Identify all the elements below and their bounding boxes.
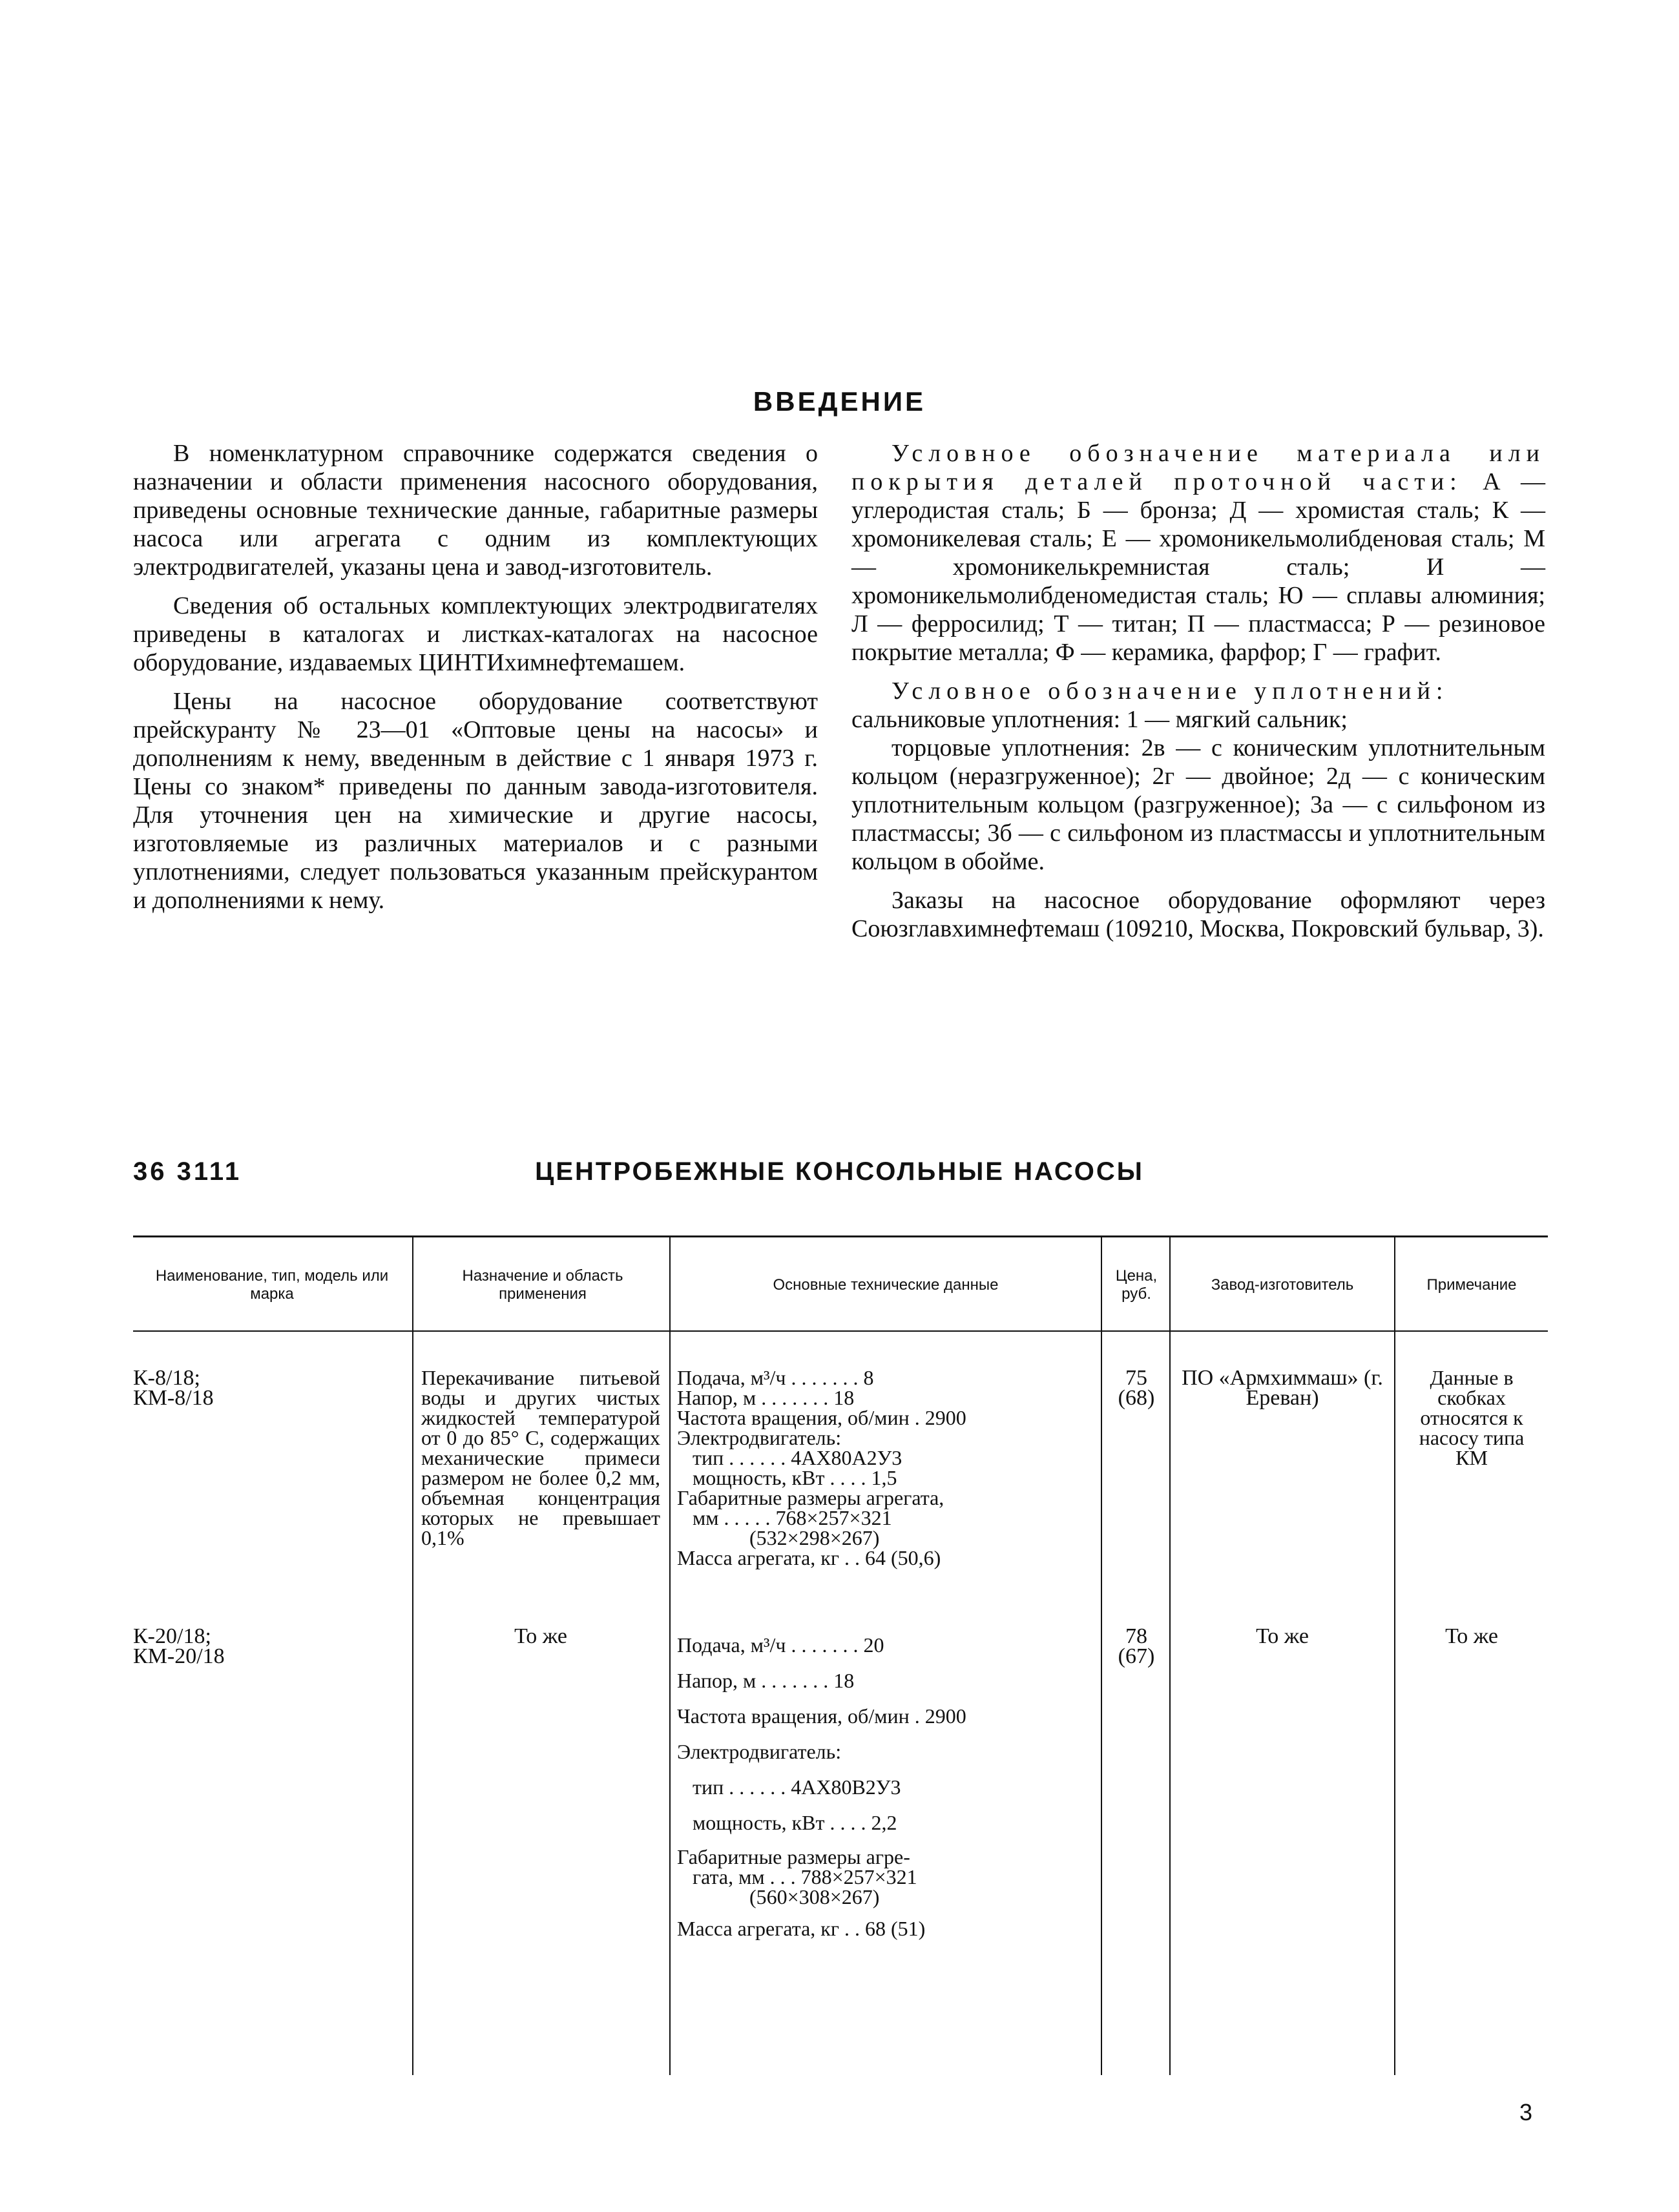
table-row-1-price: 75 (68) bbox=[1118, 1366, 1155, 1410]
intro-paragraph: Сведения об остальных комплектующих электродвигателях приведены в каталогах и листках-каталогах на насосное оборудование, издаваемых ЦИНТИхимнефтемашем. bbox=[133, 592, 818, 676]
tech-line: Масса агрегата, кг . . 68 (51) bbox=[677, 1917, 926, 1940]
tech-line: Напор, м . . . . . . . 18 bbox=[677, 1669, 855, 1692]
tech-line: Подача, м³/ч . . . . . . . 20 bbox=[677, 1633, 884, 1657]
table-row-2-plant: То же bbox=[1256, 1624, 1309, 1648]
seal-line-mechanical: торцовые уплотнения: 2в — с коническим уплотнительным кольцом (неразгруженное); 2г — двойное; 2д — с коническим уплотнительным кольцом (разгруженное); 3а — с сильфоном из пластмассы; 3б — с сильфоном из пластмассы и уплотнительным кольцом в обойме. bbox=[851, 734, 1545, 875]
column-divider bbox=[1394, 1235, 1395, 2075]
table-row-2-tech bbox=[677, 1628, 1097, 1947]
intro-right-column bbox=[851, 439, 1545, 953]
page-number: 3 bbox=[1519, 2099, 1533, 2125]
seal-line-gland: сальниковые уплотнения: 1 — мягкий сальник; bbox=[851, 706, 1348, 733]
table-row-1-tech bbox=[677, 1368, 1097, 1568]
table-top-rule bbox=[133, 1235, 1548, 1237]
tech-line: Электродвигатель: bbox=[677, 1740, 842, 1763]
tech-line: Частота вращения, об/мин . 2900 bbox=[677, 1704, 966, 1728]
intro-paragraph: Цены на насосное оборудование соответствуют прейскуранту № 23—01 «Оптовые цены на насосы» и дополнениям к нему, введенным в действие с 1 января 1973 г. Цены со знаком* приведены по данным завода-изготовителя. Для уточнения цен на химические и другие насосы, изготовляемые из различных материалов и с разными уплотнениями, следует пользоваться указанным прейскурантом и дополнениями к нему. bbox=[133, 688, 818, 914]
table-row-2-price: 78 (67) bbox=[1118, 1624, 1155, 1668]
tech-line: мощность, кВт . . . . 1,5 bbox=[677, 1466, 897, 1489]
tech-line: гата, мм . . . 788×257×321 bbox=[677, 1865, 917, 1888]
header-note: Примечание bbox=[1426, 1276, 1517, 1294]
header-purpose: Назначение и область применения bbox=[462, 1267, 623, 1303]
column-divider bbox=[1101, 1235, 1102, 2075]
material-text: А — углеродистая сталь; Б — бронза; Д — хромистая сталь; К — хромоникелевая сталь; Е — хромоникельмолибденовая сталь; М — хромоникелькремнистая сталь; И — хромоникельмолибденомедистая сталь; Ю — сплавы алюминия; Л — ферросилид; Т — титан; П — пластмасса; Р — резиновое покрытие металла; Ф — керамика, фарфор; Г — графит. bbox=[851, 468, 1545, 666]
section-title: ЦЕНТРОБЕЖНЫЕ КОНСОЛЬНЫЕ НАСОСЫ bbox=[535, 1157, 1144, 1186]
intro-paragraph: В номенклатурном справочнике содержатся сведения о назначении и области применения насосного оборудования, приведены основные технические данные, габаритные размеры насоса или агрегата с одним из комплектующих электродвигателей, указаны цена и завод-изготовитель. bbox=[133, 440, 818, 581]
tech-line: тип . . . . . . 4АХ80А2У3 bbox=[677, 1446, 902, 1469]
tech-line: Частота вращения, об/мин . 2900 bbox=[677, 1406, 966, 1429]
table-row-1-plant: ПО «Армхиммаш» (г. Ереван) bbox=[1182, 1366, 1383, 1410]
table-row-2-name: К-20/18; КМ-20/18 bbox=[133, 1624, 225, 1668]
table-header-rule bbox=[133, 1330, 1548, 1332]
tech-line: Подача, м³/ч . . . . . . . 8 bbox=[677, 1366, 874, 1389]
tech-line: Напор, м . . . . . . . 18 bbox=[677, 1386, 855, 1409]
table-row-1-name: К-8/18; КМ-8/18 bbox=[133, 1366, 214, 1410]
intro-title: ВВЕДЕНИЕ bbox=[753, 386, 926, 417]
section-code: 36 3111 bbox=[133, 1157, 242, 1186]
material-designation bbox=[851, 439, 1545, 667]
header-price: Цена, руб. bbox=[1115, 1267, 1158, 1303]
tech-line: Габаритные размеры агре- bbox=[677, 1845, 910, 1868]
column-divider bbox=[1169, 1235, 1171, 2075]
orders-paragraph: Заказы на насосное оборудование оформляют через Союзглавхимнефтемаш (109210, Москва, Покровский бульвар, 3). bbox=[851, 887, 1545, 942]
table-row-2-note: То же bbox=[1445, 1624, 1498, 1648]
tech-line: мм . . . . . 768×257×321 bbox=[677, 1506, 892, 1529]
seal-designation-lead: Условное обозначение уплотнений: bbox=[892, 677, 1449, 705]
table-row-2-purpose: То же bbox=[514, 1624, 567, 1648]
header-name: Наименование, тип, модель или марка bbox=[155, 1267, 389, 1303]
tech-line: (532×298×267) bbox=[677, 1526, 880, 1549]
header-tech: Основные технические данные bbox=[773, 1276, 999, 1294]
table-row-1-note: Данные в скобках относятся к насосу типа КМ bbox=[1419, 1366, 1525, 1469]
tech-line: тип . . . . . . 4АХ80В2У3 bbox=[677, 1775, 901, 1799]
table-row-1-purpose: Перекачивание питьевой воды и других чистых жидкостей температурой от 0 до 85° С, содержащих механические примеси размером не более 0,2 мм, объемная концентрация которых не превышает 0,1% bbox=[421, 1366, 660, 1549]
tech-line: Масса агрегата, кг . . 64 (50,6) bbox=[677, 1546, 941, 1569]
tech-line: мощность, кВт . . . . 2,2 bbox=[677, 1811, 897, 1834]
column-divider bbox=[669, 1235, 671, 2075]
header-plant: Завод-изготовитель bbox=[1211, 1276, 1354, 1294]
tech-line: Электродвигатель: bbox=[677, 1426, 842, 1449]
tech-line: (560×308×267) bbox=[677, 1885, 880, 1908]
tech-line: Габаритные размеры агрегата, bbox=[677, 1486, 944, 1509]
intro-left-column bbox=[133, 439, 818, 925]
material-lead: Условное обозначение материала или покрытия деталей проточной части: bbox=[851, 440, 1545, 495]
column-divider bbox=[412, 1235, 413, 2075]
